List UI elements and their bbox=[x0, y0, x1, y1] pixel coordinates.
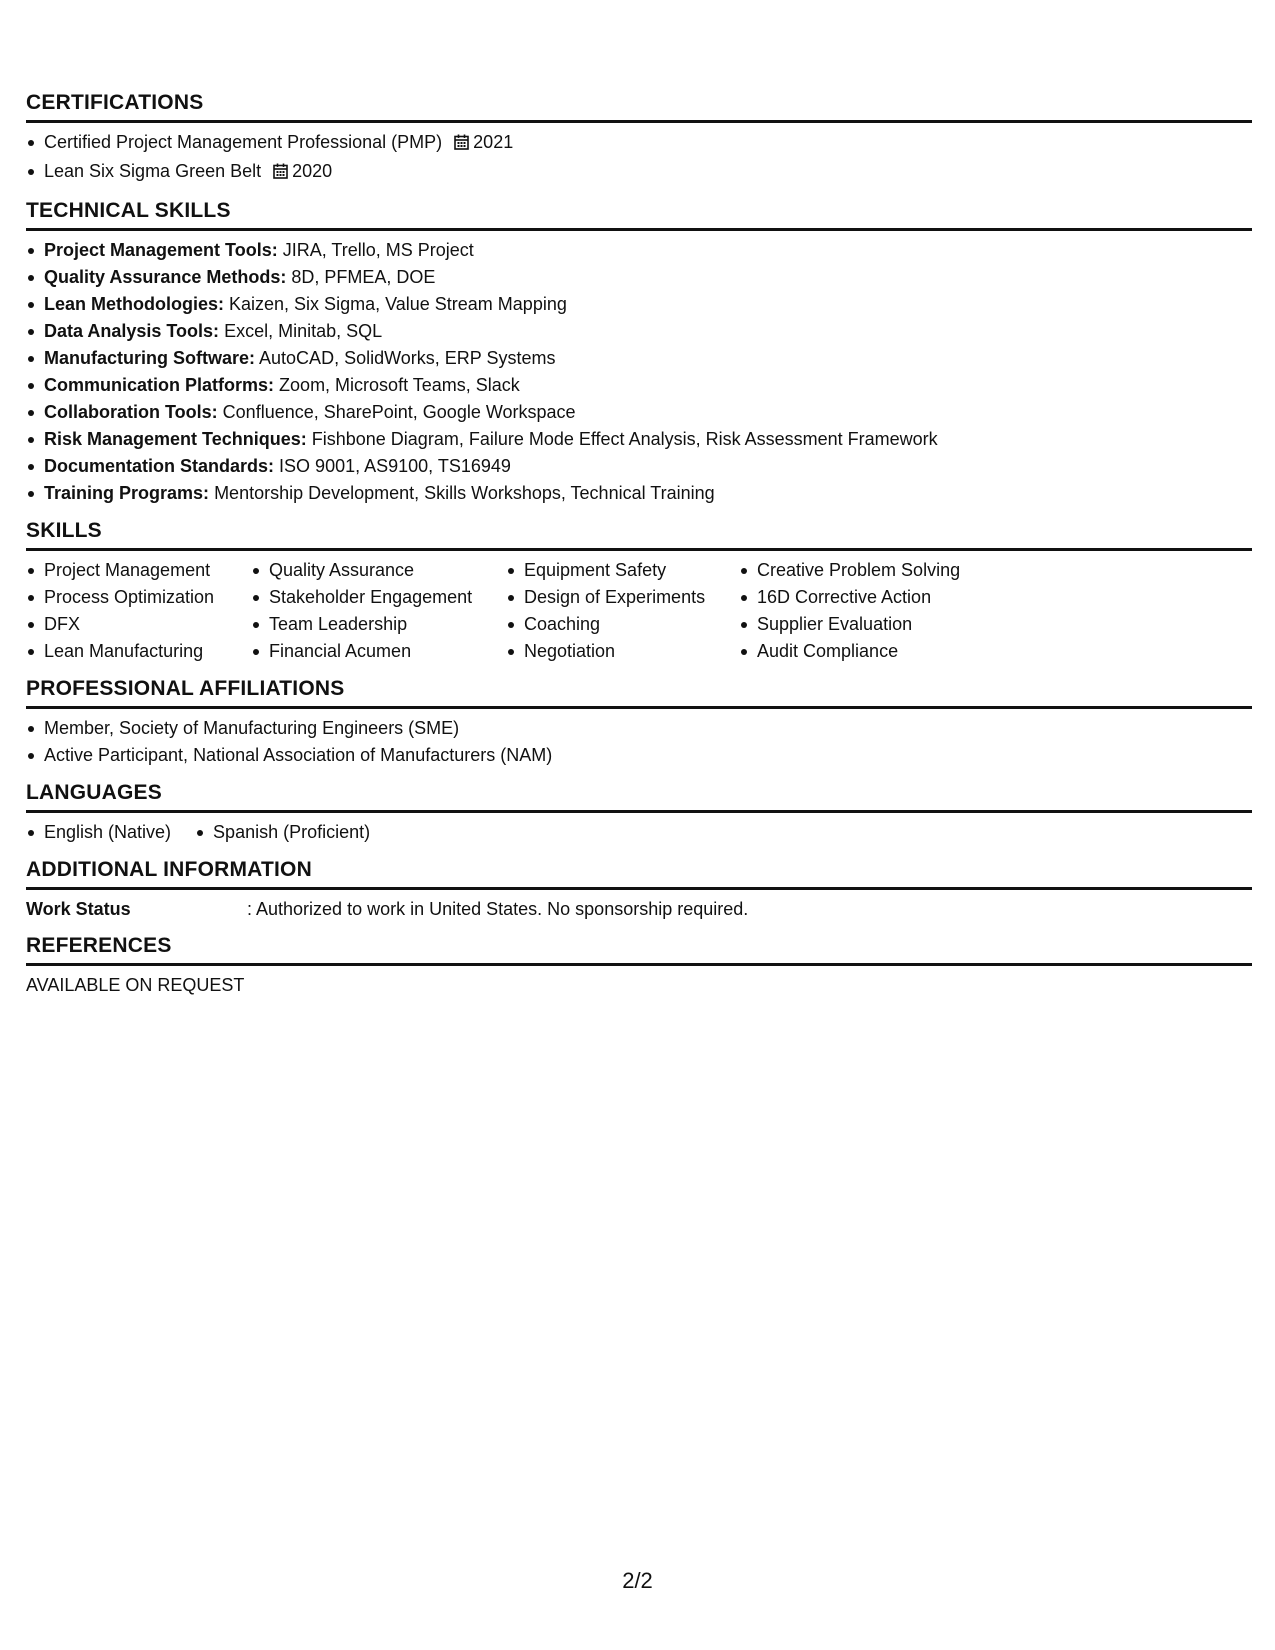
technical-skills-list bbox=[26, 237, 1252, 507]
skill-item: DFX bbox=[26, 611, 251, 638]
skill-item: Financial Acumen bbox=[251, 638, 506, 665]
skill-item: Supplier Evaluation bbox=[739, 611, 999, 638]
affiliations-section bbox=[26, 676, 1252, 769]
technical-skill-value: 8D, PFMEA, DOE bbox=[291, 267, 436, 287]
skill-item: Team Leadership bbox=[251, 611, 506, 638]
technical-skill-value: JIRA, Trello, MS Project bbox=[282, 240, 474, 260]
skill-item: Stakeholder Engagement bbox=[251, 584, 506, 611]
technical-skill-value: Mentorship Development, Skills Workshops, Technical Training bbox=[214, 483, 715, 503]
certification-name: Lean Six Sigma Green Belt bbox=[44, 161, 262, 181]
technical-skills-heading: TECHNICAL SKILLS bbox=[26, 198, 1252, 231]
technical-skill-item bbox=[26, 291, 1252, 318]
technical-skill-label: Communication Platforms: bbox=[44, 375, 275, 395]
technical-skill-item bbox=[26, 480, 1252, 507]
skills-column bbox=[739, 557, 999, 665]
certifications-heading: CERTIFICATIONS bbox=[26, 90, 1252, 123]
skill-item: Project Management bbox=[26, 557, 251, 584]
skill-item: Coaching bbox=[506, 611, 739, 638]
languages-heading: LANGUAGES bbox=[26, 780, 1252, 813]
certification-name: Certified Project Management Professional (PMP) bbox=[44, 132, 443, 152]
technical-skill-label: Lean Methodologies: bbox=[44, 294, 224, 314]
calendar-icon bbox=[454, 131, 469, 158]
affiliations-heading: PROFESSIONAL AFFILIATIONS bbox=[26, 676, 1252, 709]
skills-heading: SKILLS bbox=[26, 518, 1252, 551]
technical-skill-item bbox=[26, 318, 1252, 345]
skills-section bbox=[26, 518, 1252, 665]
skill-item: Process Optimization bbox=[26, 584, 251, 611]
additional-info-heading: ADDITIONAL INFORMATION bbox=[26, 857, 1252, 890]
technical-skill-label: Documentation Standards: bbox=[44, 456, 275, 476]
technical-skill-value: Excel, Minitab, SQL bbox=[224, 321, 383, 341]
technical-skill-value: ISO 9001, AS9100, TS16949 bbox=[279, 456, 511, 476]
skills-column bbox=[251, 557, 506, 665]
technical-skill-item bbox=[26, 453, 1252, 480]
page-number: 2/2 bbox=[622, 1568, 653, 1593]
certification-item bbox=[26, 129, 1252, 158]
technical-skill-label: Quality Assurance Methods: bbox=[44, 267, 287, 287]
affiliation-item: Member, Society of Manufacturing Engineers (SME) bbox=[26, 715, 1252, 742]
affiliations-list bbox=[26, 715, 1252, 769]
references-text: AVAILABLE ON REQUEST bbox=[26, 975, 245, 995]
work-status-value: : Authorized to work in United States. No sponsorship required. bbox=[247, 899, 749, 919]
skill-item: Lean Manufacturing bbox=[26, 638, 251, 665]
languages-list bbox=[26, 819, 1252, 846]
references-section bbox=[26, 933, 1252, 998]
technical-skill-value: Fishbone Diagram, Failure Mode Effect Analysis, Risk Assessment Framework bbox=[311, 429, 938, 449]
technical-skill-item bbox=[26, 372, 1252, 399]
technical-skill-item bbox=[26, 399, 1252, 426]
technical-skill-item bbox=[26, 426, 1252, 453]
work-status-row bbox=[26, 896, 1252, 922]
technical-skill-label: Manufacturing Software: bbox=[44, 348, 256, 368]
skill-item: Design of Experiments bbox=[506, 584, 739, 611]
technical-skill-label: Training Programs: bbox=[44, 483, 210, 503]
technical-skill-value: Confluence, SharePoint, Google Workspace bbox=[222, 402, 576, 422]
skill-item: Equipment Safety bbox=[506, 557, 739, 584]
technical-skill-value: AutoCAD, SolidWorks, ERP Systems bbox=[259, 348, 556, 368]
affiliation-item: Active Participant, National Association of Manufacturers (NAM) bbox=[26, 742, 1252, 769]
language-item: English (Native) bbox=[26, 819, 171, 846]
skill-item: Quality Assurance bbox=[251, 557, 506, 584]
skill-item: Audit Compliance bbox=[739, 638, 999, 665]
skills-column bbox=[506, 557, 739, 665]
calendar-icon bbox=[273, 160, 288, 187]
certification-year: 2021 bbox=[473, 132, 514, 152]
technical-skill-label: Collaboration Tools: bbox=[44, 402, 218, 422]
language-item: Spanish (Proficient) bbox=[195, 819, 370, 846]
technical-skill-item bbox=[26, 237, 1252, 264]
certifications-section bbox=[26, 90, 1252, 187]
technical-skill-item bbox=[26, 264, 1252, 291]
technical-skills-section bbox=[26, 198, 1252, 507]
certification-item bbox=[26, 158, 1252, 187]
certification-year: 2020 bbox=[292, 161, 333, 181]
skills-grid bbox=[26, 557, 1252, 665]
skills-column bbox=[26, 557, 251, 665]
technical-skill-label: Data Analysis Tools: bbox=[44, 321, 220, 341]
technical-skill-value: Kaizen, Six Sigma, Value Stream Mapping bbox=[229, 294, 567, 314]
skill-item: Creative Problem Solving bbox=[739, 557, 999, 584]
technical-skill-label: Risk Management Techniques: bbox=[44, 429, 307, 449]
additional-info-section bbox=[26, 857, 1252, 922]
certifications-list bbox=[26, 129, 1252, 187]
technical-skill-value: Zoom, Microsoft Teams, Slack bbox=[279, 375, 520, 395]
skill-item: 16D Corrective Action bbox=[739, 584, 999, 611]
technical-skill-item bbox=[26, 345, 1252, 372]
resume-page bbox=[26, 90, 1252, 1009]
technical-skill-label: Project Management Tools: bbox=[44, 240, 278, 260]
references-heading: REFERENCES bbox=[26, 933, 1252, 966]
languages-section bbox=[26, 780, 1252, 846]
work-status-label: Work Status bbox=[26, 899, 131, 919]
skill-item: Negotiation bbox=[506, 638, 739, 665]
